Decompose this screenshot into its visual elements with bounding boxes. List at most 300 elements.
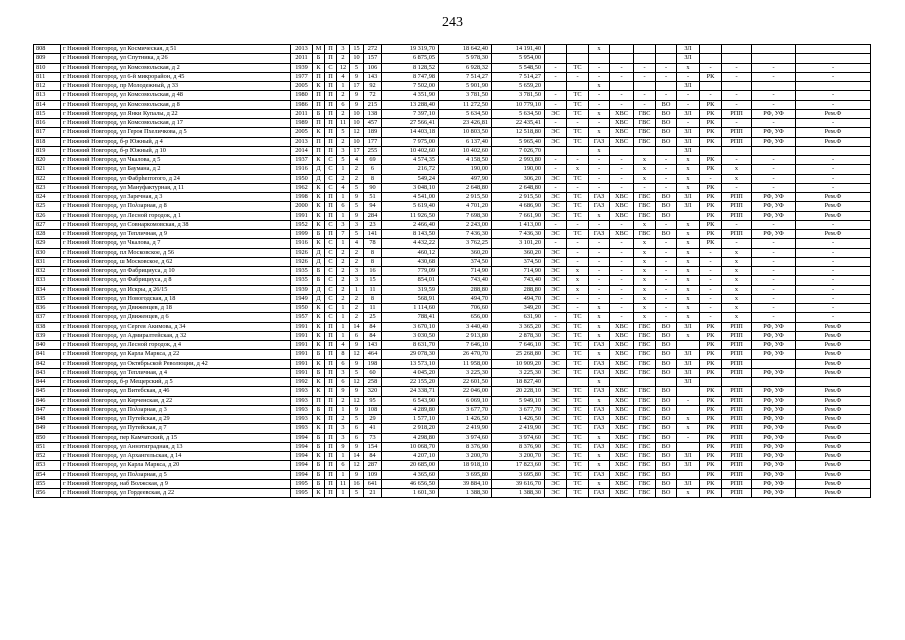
table-cell: РФ, УФ [752, 109, 796, 118]
table-cell: ВО [656, 461, 677, 470]
table-cell: 6 137,40 [439, 137, 492, 146]
page-number: 243 [442, 15, 463, 30]
table-cell: 844 [34, 378, 61, 387]
table-cell: 18 827,40 [492, 378, 545, 387]
table-cell: 1 [337, 470, 350, 479]
table-cell: 78 [364, 239, 382, 248]
table-cell: г Нижний Новгород, пл Московское, д 56 [61, 248, 291, 257]
table-cell: 360,20 [492, 248, 545, 257]
table-cell: 2 648,80 [492, 183, 545, 192]
table-cell: ЗЛ [677, 193, 700, 202]
table-cell [567, 82, 589, 91]
table-cell: РПП [722, 109, 752, 118]
table-cell: x [589, 396, 610, 405]
table-cell: РПП [722, 387, 752, 396]
table-cell: х [677, 424, 700, 433]
table-cell: - [656, 183, 677, 192]
table-cell: 850 [34, 433, 61, 442]
table-cell [545, 378, 567, 387]
table-cell: К [313, 341, 325, 350]
table-cell: г Нижний Новгород, ул Архангельская, д 14 [61, 452, 291, 461]
table-cell: - [656, 165, 677, 174]
table-cell: ВО [656, 433, 677, 442]
table-cell: Д [313, 294, 325, 303]
table-cell: 2 [337, 54, 350, 63]
table-cell: - [752, 276, 796, 285]
table-cell: x [634, 276, 656, 285]
table-cell: ТС [567, 470, 589, 479]
table-cell: Д [313, 165, 325, 174]
table-cell: - [634, 72, 656, 81]
table-cell: 1995 [291, 479, 313, 488]
table-cell: - [610, 72, 634, 81]
table-cell: ГВС [634, 405, 656, 414]
table-cell: ХВС [610, 415, 634, 424]
table-cell: 6 543,90 [382, 396, 439, 405]
table-cell: х [722, 285, 752, 294]
table-cell: РК [700, 109, 722, 118]
table-cell: 5 [350, 368, 364, 377]
table-cell: ЗЛ [677, 82, 700, 91]
table-cell: - [656, 174, 677, 183]
table-cell: Рем.Ф [796, 137, 871, 146]
table-cell: ЭС [545, 433, 567, 442]
table-cell: 10 [350, 54, 364, 63]
table-cell: ЗЛ [677, 137, 700, 146]
table-cell: 3 200,70 [492, 452, 545, 461]
table-cell: - [656, 239, 677, 248]
table-cell: - [752, 294, 796, 303]
table-cell: 14 [350, 322, 364, 331]
table-cell [677, 387, 700, 396]
table-cell: 46 656,50 [382, 479, 439, 488]
table-cell: П [325, 91, 337, 100]
table-cell: - [796, 91, 871, 100]
table-cell: х [722, 174, 752, 183]
table-cell: ГВС [634, 230, 656, 239]
table-cell: x [677, 257, 700, 266]
table-cell: 5 949,10 [492, 396, 545, 405]
table-cell: x [677, 220, 700, 229]
table-cell: - [700, 304, 722, 313]
table-cell: 39 616,70 [492, 479, 545, 488]
table-cell: 835 [34, 294, 61, 303]
table-cell: 6 875,05 [382, 54, 439, 63]
table-cell: П [325, 489, 337, 498]
table-cell: 834 [34, 285, 61, 294]
table-cell: ЗЛ [677, 368, 700, 377]
table-cell: x [634, 220, 656, 229]
table-cell: х [722, 313, 752, 322]
table-cell: П [325, 452, 337, 461]
table-cell: - [634, 100, 656, 109]
table-cell: П [325, 100, 337, 109]
table-cell: ГВС [634, 202, 656, 211]
table-cell: 1991 [291, 350, 313, 359]
table-cell: РФ, УФ [752, 470, 796, 479]
table-cell: С [325, 285, 337, 294]
table-cell: 6 [337, 359, 350, 368]
table-cell: 9 [350, 91, 364, 100]
table-cell: - [796, 294, 871, 303]
table-cell: x [634, 239, 656, 248]
table-cell: - [722, 239, 752, 248]
table-cell: РК [700, 128, 722, 137]
table-cell: 838 [34, 322, 61, 331]
table-cell: РПП [722, 489, 752, 498]
table-cell: х [722, 276, 752, 285]
table-cell: 3 [337, 146, 350, 155]
table-cell: - [796, 220, 871, 229]
table-cell: К [313, 313, 325, 322]
table-cell: 8 143,50 [382, 230, 439, 239]
table-cell: 1916 [291, 239, 313, 248]
table-cell: ГАЗ [589, 202, 610, 211]
table-cell: 6 928,32 [439, 63, 492, 72]
table-cell: x [589, 331, 610, 340]
table-cell: 2 [337, 109, 350, 118]
table-cell: 8 376,90 [439, 442, 492, 451]
table-cell: ЭС [545, 452, 567, 461]
table-cell: ВО [656, 350, 677, 359]
table-cell: - [589, 119, 610, 128]
table-cell: - [610, 276, 634, 285]
table-cell: 847 [34, 405, 61, 414]
table-cell: К [313, 193, 325, 202]
table-cell: 9 [350, 442, 364, 451]
table-cell: Рем.Ф [796, 452, 871, 461]
table-cell: х [677, 285, 700, 294]
table-cell: ВО [656, 396, 677, 405]
table-cell: 13 573,10 [382, 359, 439, 368]
table-cell: 4 686,90 [492, 202, 545, 211]
table-cell: г Нижний Новгород, ул Лесной городок, д 4 [61, 341, 291, 350]
table-cell: ГВС [634, 461, 656, 470]
table-cell: 1916 [291, 165, 313, 174]
table-cell: 39 884,10 [439, 479, 492, 488]
table-cell: Рем.Ф [796, 193, 871, 202]
table-cell: П [325, 433, 337, 442]
table-cell [610, 45, 634, 54]
table-cell: ЭС [545, 294, 567, 303]
table-row [34, 405, 871, 414]
table-cell: 3 225,30 [439, 368, 492, 377]
table-cell: - [796, 313, 871, 322]
table-cell: 177 [364, 137, 382, 146]
table-cell: 288,80 [492, 285, 545, 294]
table-cell: ЗЛ [677, 322, 700, 331]
table-cell: 853 [34, 461, 61, 470]
table-cell: ТС [567, 415, 589, 424]
table-cell: РК [700, 415, 722, 424]
table-cell [677, 341, 700, 350]
table-cell: 17 [350, 146, 364, 155]
table-cell: - [752, 257, 796, 266]
table-cell: 1993 [291, 396, 313, 405]
table-cell: П [325, 211, 337, 220]
table-cell: - [567, 239, 589, 248]
table-cell: 1 388,30 [492, 489, 545, 498]
table-cell: - [796, 304, 871, 313]
table-cell: 1986 [291, 100, 313, 109]
table-cell: ЗЛ [677, 202, 700, 211]
table-cell: РК [700, 341, 722, 350]
table-cell: г Нижний Новгород, ул Лесной городок, д 1 [61, 211, 291, 220]
table-cell [610, 54, 634, 63]
table-cell: РФ, УФ [752, 137, 796, 146]
table-cell: РК [700, 461, 722, 470]
table-cell: г Нижний Новгород, ул Движенцев, д 6 [61, 313, 291, 322]
table-cell: ВО [656, 193, 677, 202]
table-cell: ТС [567, 396, 589, 405]
table-cell: ЭС [545, 350, 567, 359]
table-row [34, 341, 871, 350]
table-cell: - [752, 165, 796, 174]
table-cell: x [677, 248, 700, 257]
table-cell [589, 54, 610, 63]
table-cell: Рем.Ф [796, 424, 871, 433]
table-cell: 2 [337, 294, 350, 303]
table-cell: ГАЗ [589, 387, 610, 396]
table-row [34, 128, 871, 137]
table-cell: ХВС [610, 137, 634, 146]
table-cell: г Нижний Новгород, ул Фабрherrorого, д 24 [61, 174, 291, 183]
table-cell: 21 [364, 489, 382, 498]
table-cell: ХВС [610, 331, 634, 340]
table-row [34, 257, 871, 266]
table-cell: 714,90 [439, 267, 492, 276]
table-cell: ТС [567, 452, 589, 461]
table-cell: 9 [350, 405, 364, 414]
table-cell: 22 435,41 [492, 119, 545, 128]
table-cell: 743,40 [492, 276, 545, 285]
table-cell: 5 978,30 [439, 54, 492, 63]
table-cell: П [325, 461, 337, 470]
table-cell: г Нижний Новгород, ул Фабрициуса, д 8 [61, 276, 291, 285]
table-cell: Рем.Ф [796, 442, 871, 451]
table-row [34, 54, 871, 63]
table-cell: - [700, 294, 722, 303]
table-cell: г Нижний Новгород, ул Движенцев, д 18 [61, 304, 291, 313]
table-cell: 108 [364, 405, 382, 414]
table-row [34, 63, 871, 72]
table-cell: РПП [722, 479, 752, 488]
table-cell: - [752, 313, 796, 322]
table-cell: ВО [656, 405, 677, 414]
table-cell: 3 677,70 [492, 405, 545, 414]
table-cell: - [677, 396, 700, 405]
table-cell: П [313, 146, 325, 155]
table-row [34, 267, 871, 276]
table-cell: П [325, 378, 337, 387]
table-cell [700, 45, 722, 54]
table-cell: 856 [34, 489, 61, 498]
table-cell: ВО [656, 331, 677, 340]
table-cell: 84 [364, 331, 382, 340]
table-cell: 830 [34, 248, 61, 257]
table-cell: 1939 [291, 285, 313, 294]
table-cell: x [677, 174, 700, 183]
table-cell: 1 [337, 405, 350, 414]
table-cell: г Нижний Новгород, ул Спутника, д 26 [61, 54, 291, 63]
table-cell: 631,90 [492, 313, 545, 322]
table-cell: 11 958,00 [439, 359, 492, 368]
table-cell: 11 [337, 479, 350, 488]
table-cell: 10 803,50 [439, 128, 492, 137]
table-cell: С [325, 239, 337, 248]
table-cell: 1977 [291, 72, 313, 81]
table-cell: 1926 [291, 248, 313, 257]
table-cell: 3 440,40 [439, 322, 492, 331]
table-cell: - [545, 239, 567, 248]
table-cell: ЭС [545, 257, 567, 266]
table-cell: 743,40 [439, 276, 492, 285]
table-cell: ТС [567, 433, 589, 442]
table-cell: ЗЛ [677, 54, 700, 63]
table-cell: С [325, 304, 337, 313]
table-cell: ГАЗ [589, 424, 610, 433]
table-cell: 5 954,00 [492, 54, 545, 63]
table-cell: - [700, 267, 722, 276]
table-cell: x [634, 248, 656, 257]
table-cell: 2 878,30 [492, 331, 545, 340]
table-cell: 1999 [291, 230, 313, 239]
table-cell: г Нижний Новгород, ул Новогодская, д 18 [61, 294, 291, 303]
table-cell: Рем.Ф [796, 202, 871, 211]
table-cell: 1994 [291, 461, 313, 470]
table-cell: ГВС [634, 470, 656, 479]
table-cell: - [752, 183, 796, 192]
table-cell: РПП [722, 128, 752, 137]
table-cell: 851 [34, 442, 61, 451]
table-cell: - [545, 156, 567, 165]
table-cell: - [796, 72, 871, 81]
table-cell: П [325, 82, 337, 91]
table-cell: Д [313, 257, 325, 266]
table-cell: К [313, 387, 325, 396]
table-cell: РК [700, 165, 722, 174]
table-cell: 306,20 [492, 174, 545, 183]
table-cell: - [589, 72, 610, 81]
table-cell: ГАЗ [589, 442, 610, 451]
table-cell: РФ, УФ [752, 461, 796, 470]
table-cell: ХВС [610, 405, 634, 414]
table-cell: 5 901,90 [439, 82, 492, 91]
table-cell: х [677, 63, 700, 72]
table-cell: П [325, 341, 337, 350]
table-cell: г Нижний Новгород, ул Героя Пхеличкова, д 5 [61, 128, 291, 137]
table-cell: 811 [34, 72, 61, 81]
table-cell: ЭС [545, 424, 567, 433]
table-cell: - [589, 285, 610, 294]
table-cell: 374,50 [439, 257, 492, 266]
table-cell: 1935 [291, 276, 313, 285]
table-cell: г Нижний Новгород, ш Московское, д 62 [61, 257, 291, 266]
table-cell [700, 378, 722, 387]
table-cell [634, 82, 656, 91]
table-cell: 5 [350, 183, 364, 192]
table-cell: 11 [364, 285, 382, 294]
table-cell: П [325, 479, 337, 488]
table-cell: ХВС [610, 387, 634, 396]
table-cell: 816 [34, 119, 61, 128]
table-cell: 8 747,98 [382, 72, 439, 81]
table-cell: 5 [337, 156, 350, 165]
table-cell: РФ, УФ [752, 202, 796, 211]
table-cell: 2 419,90 [439, 424, 492, 433]
table-cell: 22 046,00 [439, 387, 492, 396]
table-cell: 2 [337, 91, 350, 100]
table-cell: 1 [337, 322, 350, 331]
table-cell: 7 646,10 [439, 341, 492, 350]
table-cell: 823 [34, 183, 61, 192]
table-cell: ХВС [610, 489, 634, 498]
table-cell: С [325, 220, 337, 229]
table-cell: РК [700, 387, 722, 396]
table-cell: ВО [656, 424, 677, 433]
table-cell: x [589, 211, 610, 220]
table-cell: К [313, 424, 325, 433]
table-cell: 360,20 [439, 248, 492, 257]
table-cell: 3 200,70 [439, 452, 492, 461]
table-cell: ГВС [634, 433, 656, 442]
table-cell: ЭС [545, 267, 567, 276]
table-cell: Рем.Ф [796, 331, 871, 340]
table-cell: x [634, 294, 656, 303]
table-cell: - [589, 63, 610, 72]
table-cell: - [700, 276, 722, 285]
table-cell [700, 82, 722, 91]
table-cell: РФ, УФ [752, 350, 796, 359]
table-cell: - [589, 257, 610, 266]
table-cell: x [634, 285, 656, 294]
table-cell [634, 45, 656, 54]
table-cell: РК [700, 470, 722, 479]
table-cell: 374,50 [492, 257, 545, 266]
table-cell: 1991 [291, 322, 313, 331]
table-cell: 4 289,80 [382, 405, 439, 414]
table-cell: РПП [722, 396, 752, 405]
table-cell: - [722, 119, 752, 128]
table-cell: 4 298,80 [382, 433, 439, 442]
table-cell: 4 [350, 239, 364, 248]
table-cell: 2005 [291, 82, 313, 91]
table-cell [567, 54, 589, 63]
table-cell: Б [313, 230, 325, 239]
table-cell: Рем.Ф [796, 489, 871, 498]
table-cell: Рем.Ф [796, 350, 871, 359]
table-cell [722, 82, 752, 91]
table-cell: x [634, 267, 656, 276]
table-cell: ТС [567, 322, 589, 331]
table-cell: 9 [350, 470, 364, 479]
table-cell: - [656, 294, 677, 303]
table-cell: - [796, 276, 871, 285]
table-cell: 2 [337, 267, 350, 276]
table-cell: г Нижний Новгород, ул Заречная, д 3 [61, 193, 291, 202]
table-cell [545, 146, 567, 155]
table-row [34, 202, 871, 211]
table-cell: РФ, УФ [752, 452, 796, 461]
table-cell: г Нижний Новгород, ул Пολзарная, д 8 [61, 202, 291, 211]
table-cell: 9 [350, 72, 364, 81]
table-cell: - [677, 91, 700, 100]
table-cell [796, 378, 871, 387]
table-cell: 788,41 [382, 313, 439, 322]
table-cell: г Нижний Новгород, ул Пολзарная, д 5 [61, 470, 291, 479]
table-cell: - [752, 304, 796, 313]
table-cell: 1 577,10 [382, 415, 439, 424]
